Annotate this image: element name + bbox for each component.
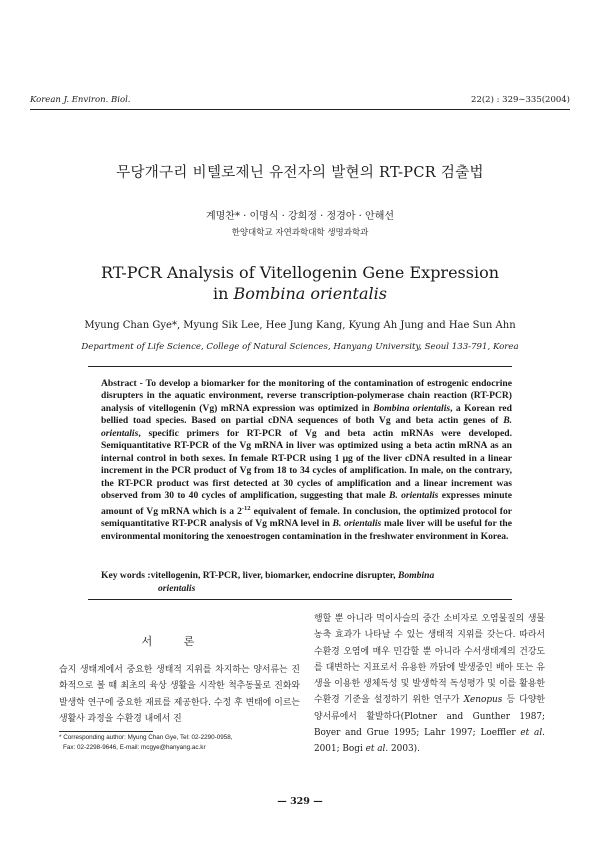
keywords-list: vitellogenin, RT-PCR, liver, biomarker, endocrine disrupter, bbox=[150, 570, 398, 581]
intro-right-text-2: 등 다양한 양서류에서 활발하다(Plotner and Gunther 1987; Boyer and Grue 1995; Lahr 1997; Loeffler bbox=[314, 695, 546, 739]
intro-right-text-1: 행할 뿐 아니라 먹이사슬의 중간 소비자로 오염물질의 생물 농축 효과가 나타날 수 있는 생태적 지위를 갖는다. 따라서 수환경 오염에 매우 민감할 뿐 아니라 수서생태계의 건강도를 대변하는 지표로서 유용한 까닭에 발생중인 배아 또는 유생을 이용한 생체독성 및 발생학적 독성평가 및 이를 활용한 수환경 기준을 설정하기 위한 연구가 bbox=[314, 614, 545, 706]
abstract-text-4: expresses minute amount of Vg mRNA which is a 2 bbox=[101, 490, 512, 517]
keywords-label: Key words : bbox=[101, 570, 151, 581]
english-affiliation: Department of Life Science, College of Natural Sciences, Hanyang University, Seoul 133-791, Korea bbox=[81, 342, 519, 352]
intro-right-text-3: 2001; Bogi bbox=[314, 744, 366, 755]
footnote-rule bbox=[59, 731, 153, 732]
abstract-species-2: B. orientalis bbox=[101, 415, 512, 439]
intro-right-text-4: 2003). bbox=[388, 744, 420, 755]
title-species: Bombina orientalis bbox=[233, 284, 387, 303]
intro-right-species: Xenopus bbox=[463, 695, 503, 706]
footnote-line-2: Fax: 02-2298-9646, E-mail: mcgye@hanyang.ac.kr bbox=[63, 743, 206, 751]
title-prefix: in bbox=[213, 284, 234, 303]
keywords-species-epithet: orientalis bbox=[158, 582, 196, 594]
journal-name: Korean J. Environ. Biol. bbox=[30, 95, 131, 105]
abstract-species-3: B. orientalis bbox=[388, 490, 439, 502]
abstract-text bbox=[101, 378, 512, 543]
english-authors: Myung Chan Gye*, Myung Sik Lee, Hee Jung Kang, Kyung Ah Jung and Hae Sun Ahn bbox=[84, 320, 516, 331]
abstract-text-3: , specific primers for RT-PCR of Vg and beta actin mRNAs were developed. Semiquantitative RT-PCR of the Vg mRNA in liver was optimized using a beta actin mRNA as an internal control in both sexes. In female RT-PCR using 1 μg of the liver cDNA resulted in a linear increment in the PCR product of Vg from 18 to 34 cycles of amplification. In male, on the contrary, the RT-PCR product was first detected at 30 cycles of amplification and a linear increment was observed from 30 to 40 cycles of amplification, suggesting that male bbox=[101, 427, 512, 502]
korean-affiliation: 한양대학교 자연과학대학 생명과학과 bbox=[231, 228, 369, 238]
intro-right-etal-1: et al. bbox=[520, 728, 545, 739]
abstract-text-5: equivalent of female. In conclusion, the optimized protocol for semiquantitative RT-PCR analysis of Vg mRNA level in bbox=[101, 505, 513, 530]
intro-right-column bbox=[314, 611, 545, 758]
abstract-exponent: -12 bbox=[241, 504, 251, 512]
korean-authors: 계명찬* · 이명식 · 강희정 · 정경아 · 안해선 bbox=[205, 211, 395, 222]
abstract-species-1: Bombina orientalis bbox=[373, 402, 451, 414]
abstract-text-2: , a Korean red bellied toad species. Based on partial cDNA sequences of both Vg and beta actin genes of bbox=[101, 402, 512, 427]
keywords bbox=[101, 570, 512, 595]
abstract-text-1: Abstract - To develop a biomarker for the monitoring of the contamination of estrogenic endocrine disrupters in the aquatic environment, reverse transcription-polymerase chain reaction (RT-PCR) analysis of vitellogenin (Vg) mRNA expression was optimized in bbox=[101, 378, 512, 414]
keywords-species-genus: Bombina bbox=[397, 570, 435, 581]
english-title bbox=[0, 262, 600, 304]
english-title-line1: RT-PCR Analysis of Vitellogenin Gene Expression bbox=[100, 263, 500, 282]
intro-right-text bbox=[314, 611, 545, 758]
abstract-top-rule bbox=[88, 366, 512, 367]
journal-citation: 22(2) : 329∼335(2004) bbox=[471, 95, 570, 105]
abstract bbox=[101, 378, 512, 543]
intro-left-text: 습지 생태계에서 중요한 생태적 지위를 차지하는 양서류는 진화적으로 볼 때 최초의 육상 생활을 시작한 척추동물로 진화와 발생학 연구에 중요한 재료를 제공한다. 수정 후 변태에 이르는 생활사 과정을 수환경 내에서 진 bbox=[59, 665, 300, 724]
english-title-line2 bbox=[0, 283, 600, 304]
abstract-text-6: male liver will be useful for the environmental monitoring the xenoestrogen contamination in the freshwater environment in Korea. bbox=[101, 518, 512, 542]
footnote bbox=[59, 733, 304, 752]
keywords-line1 bbox=[101, 570, 512, 583]
section-heading-introduction: 서 론 bbox=[141, 635, 209, 648]
korean-title: 무당개구리 비텔로제닌 유전자의 발현의 RT-PCR 검출법 bbox=[116, 165, 484, 181]
abstract-bottom-rule bbox=[88, 599, 512, 600]
header-rule bbox=[30, 109, 570, 110]
abstract-species-4: B. orientalis bbox=[332, 518, 382, 530]
intro-left-column bbox=[59, 662, 300, 727]
keywords-line2 bbox=[101, 583, 512, 596]
intro-right-etal-2: et al. bbox=[365, 744, 389, 755]
page-number: — 329 — bbox=[277, 796, 323, 807]
footnote-line-1: * Corresponding author: Myung Chan Gye, Tel: 02-2290-0958, bbox=[59, 734, 233, 741]
